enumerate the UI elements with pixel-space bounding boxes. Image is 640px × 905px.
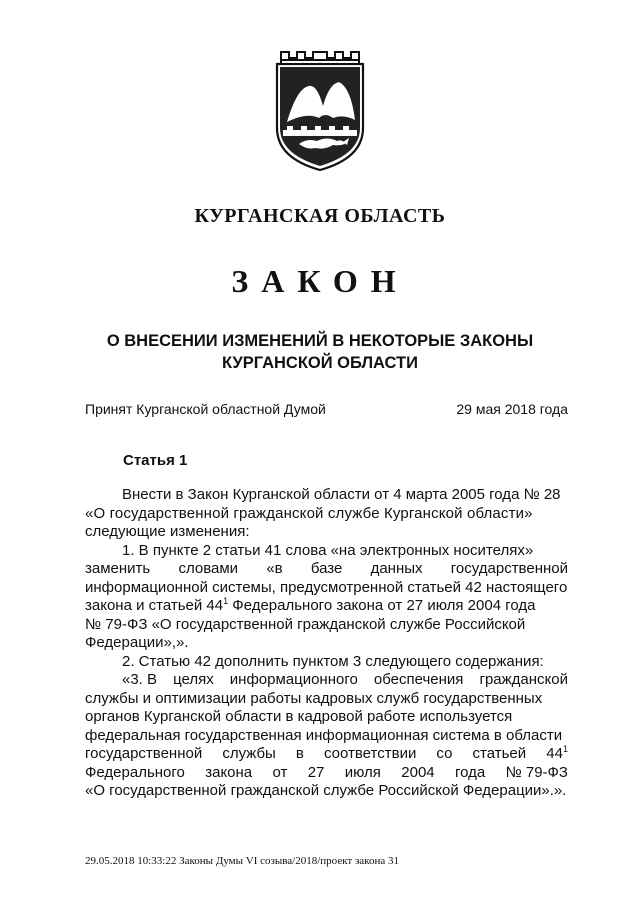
body-line: федеральная государственная информационная система в области: [85, 726, 563, 744]
law-subject-line-2: КУРГАНСКОЙ ОБЛАСТИ: [222, 354, 418, 372]
body-line: [85, 764, 568, 783]
word: заменить: [85, 560, 151, 577]
body-line: 1. В пункте 2 статьи 41 слова «на электронных носителях»: [122, 541, 534, 559]
word: в: [295, 745, 304, 762]
word: соответствии: [323, 745, 417, 762]
word: июля: [344, 763, 381, 781]
word: информационного: [229, 671, 358, 688]
law-subject-line-1: О ВНЕСЕНИИ ИЗМЕНЕНИЙ В НЕКОТОРЫЕ ЗАКОНЫ: [106, 332, 534, 350]
body-line: № 79-ФЗ «О государственной гражданской службе Российской: [85, 615, 526, 633]
word: государственной: [450, 560, 568, 577]
body-line: информационной системы, предусмотренной статьей 42 настоящего: [85, 578, 568, 596]
superscript: 1: [562, 744, 568, 754]
body-line: следующие изменения:: [85, 523, 250, 540]
word: данных: [370, 560, 423, 577]
region-title: КУРГАНСКАЯ ОБЛАСТЬ: [194, 205, 446, 227]
word: 2004: [401, 763, 435, 781]
word: статьей: [472, 745, 527, 762]
body-line: службы и оптимизации работы кадровых служб государственных: [85, 689, 543, 707]
adoption-date: 29 мая 2018 года: [456, 401, 568, 417]
law-subject: [0, 330, 640, 374]
word: [546, 745, 568, 764]
word: от: [272, 763, 288, 781]
document-footer: 29.05.2018 10:33:22 Законы Думы VI созыва/2018/проект закона 31: [85, 855, 399, 867]
word: «3. В: [122, 671, 158, 688]
word: государственной: [85, 745, 203, 762]
word: обеспечения: [373, 671, 464, 688]
coat-of-arms-emblem: [273, 46, 367, 174]
text-segment: 44: [546, 745, 563, 762]
body-line: «О государственной гражданской службе Курганской области»: [85, 504, 533, 522]
body-line: [85, 671, 568, 690]
word: года: [455, 763, 486, 781]
text-segment: закона и статьей 44: [85, 597, 224, 614]
adopted-by: Принят Курганской областной Думой: [85, 401, 326, 417]
word: базе: [310, 560, 343, 577]
word: целях: [173, 671, 214, 688]
superscript: 1: [223, 596, 229, 606]
word: 27: [307, 763, 325, 781]
body-line: Федерации»,».: [85, 634, 189, 651]
body-line: «О государственной гражданской службе Российской Федерации».».: [85, 782, 567, 799]
word: службы: [222, 745, 276, 762]
article-body: [85, 486, 568, 801]
word: словами: [178, 560, 239, 577]
word: гражданской: [479, 671, 568, 688]
body-line: [85, 560, 568, 579]
body-line: органов Курганской области в кадровой работе используется: [85, 708, 513, 725]
body-line: [85, 597, 568, 616]
article-title: Статья 1: [123, 452, 188, 469]
word: со: [436, 745, 453, 762]
body-line: Внести в Закон Курганской области от 4 марта 2005 года № 28: [122, 486, 561, 503]
body-line: [85, 745, 568, 764]
word: Федерального: [85, 763, 185, 781]
word: «в: [266, 560, 283, 577]
word: закона: [205, 763, 253, 781]
text-segment: Федерального закона от 27 июля 2004 года: [228, 597, 536, 614]
document-type: ЗАКОН: [231, 263, 409, 299]
body-line: 2. Статью 42 дополнить пунктом 3 следующего содержания:: [122, 652, 544, 670]
word: № 79-ФЗ: [505, 763, 568, 781]
